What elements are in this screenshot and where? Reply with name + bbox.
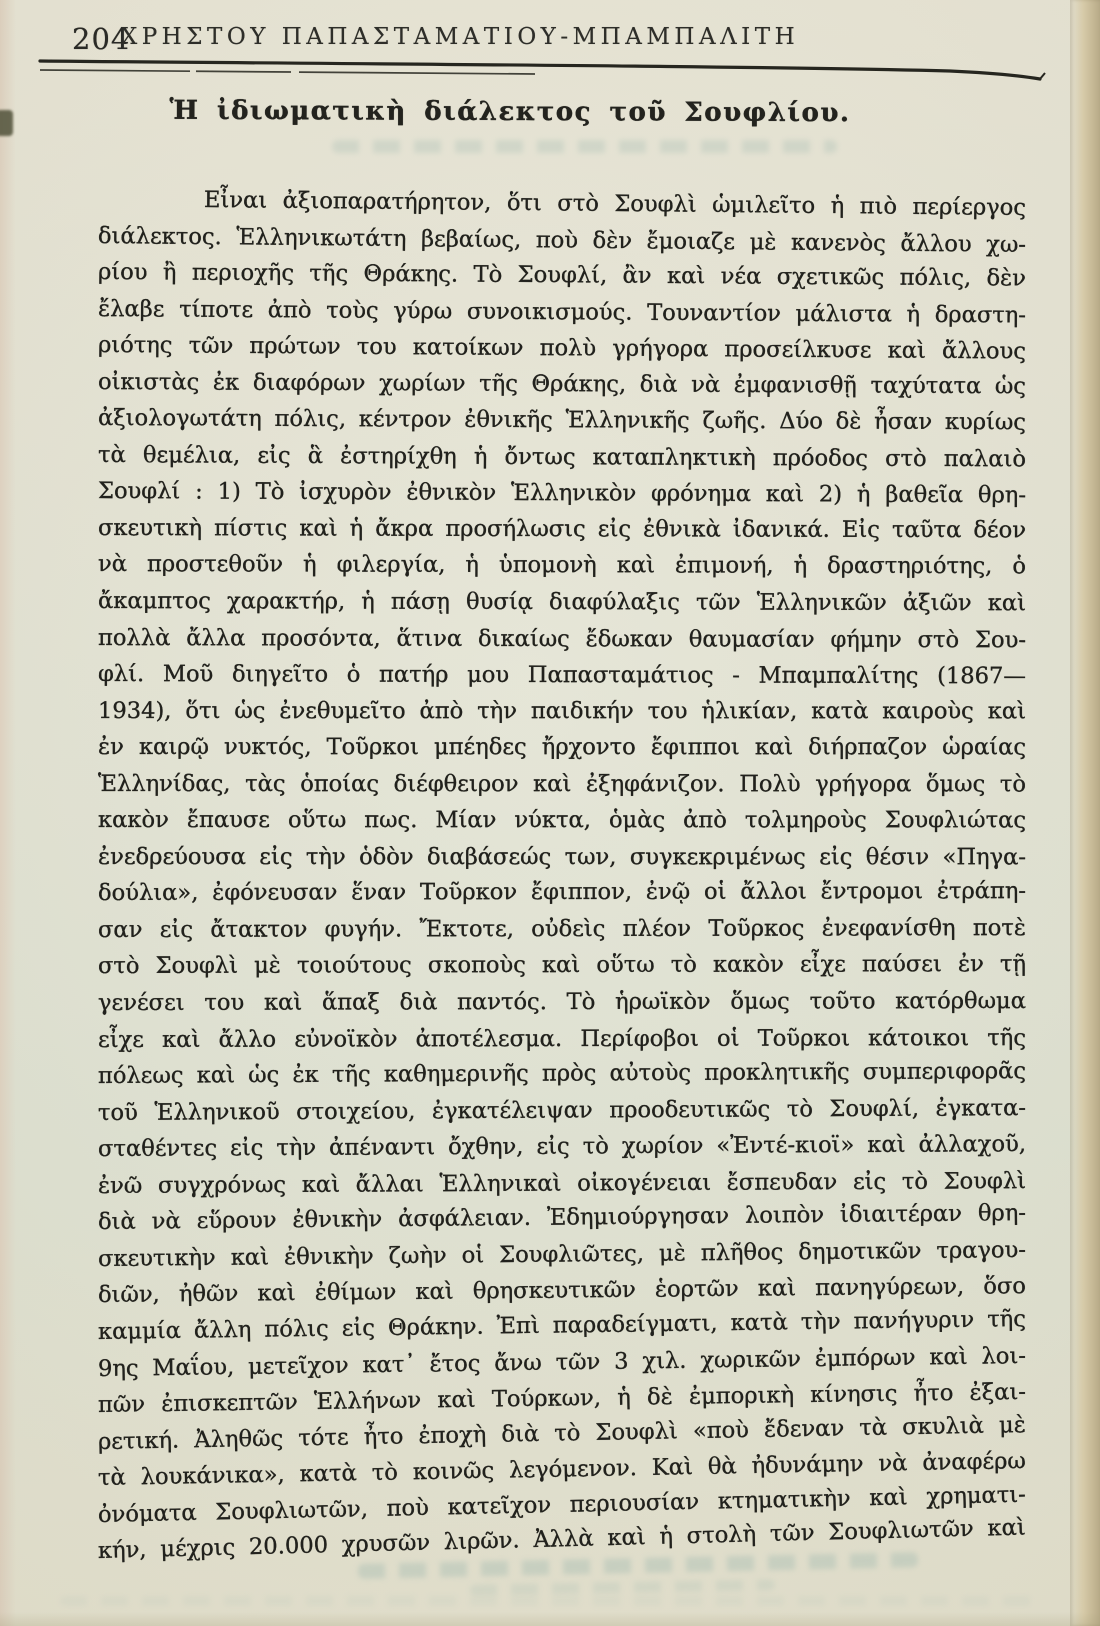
text-line: σκευτικὴν καὶ ἐθνικὴν ζωὴν οἱ Σουφλιῶτες, μὲ πλῆθος δημοτικῶν τραγου- (97, 1236, 1027, 1272)
page-edge-shadow (1070, 0, 1100, 1626)
text-line: διὰ νὰ εὕρουν ἐθνικὴν ἀσφάλειαν. Ἐδημιούργησαν λοιπὸν ἰδιαιτέραν θρη- (97, 1200, 1027, 1236)
text-line: Σουφλί : 1) Τὸ ἰσχυρὸν ἐθνικὸν Ἑλληνικὸν φρόνημα καὶ 2) ἡ βαθεῖα θρη- (97, 478, 1027, 509)
text-line: στὸ Σουφλὶ μὲ τοιούτους σκοποὺς καὶ οὕτω τὸ κακὸν εἶχε παύσει ἐν τῇ (97, 951, 1027, 980)
text-line: ἐνεδρεύουσα εἰς τὴν ὁδὸν διαβάσεώς των, συγκεκριμένως εἰς θέσιν «Πηγα- (97, 843, 1027, 871)
header-rule (0, 50, 1100, 94)
text-line: δούλια», ἐφόνευσαν ἕναν Τοῦρκον ἔφιππον, ἐνῷ οἱ ἄλλοι ἔντρομοι ἐτράπη- (97, 878, 1027, 907)
text-line: σταθέντες εἰς τὴν ἀπέναντι ὄχθην, εἰς τὸ χωρίον «Ἐντέ-κιοϊ» καὶ ἀλλαχοῦ, (97, 1131, 1027, 1163)
text-line: ἐνῶ συγχρόνως καὶ ἄλλαι Ἑλληνικαὶ οἰκογένειαι ἔσπευδαν εἰς τὸ Σουφλὶ (97, 1167, 1027, 1199)
text-line: σκευτικὴ πίστις καὶ ἡ ἄκρα προσήλωσις εἰς ἐθνικὰ ἰδανικά. Εἰς ταῦτα δέον (97, 514, 1027, 544)
page-number: 204 (72, 22, 131, 56)
body-text (98, 181, 1026, 1570)
text-line: σαν εἰς ἄτακτον φυγήν. Ἔκτοτε, οὐδεὶς πλέον Τοῦρκος ἐνεφανίσθη ποτὲ (97, 914, 1027, 943)
show-through-smudge (470, 1579, 775, 1595)
text-line: διῶν, ἠθῶν καὶ ἐθίμων καὶ θρησκευτικῶν ἑορτῶν καὶ πανηγύρεων, ὅσο (97, 1273, 1027, 1309)
text-line: τοῦ Ἑλληνικοῦ στοιχείου, ἐγκατέλειψαν προοδευτικῶς τὸ Σουφλί, ἐγκατα- (97, 1094, 1027, 1126)
text-line: νὰ προστεθοῦν ἡ φιλεργία, ἡ ὑπομονὴ καὶ ἐπιμονή, ἡ δραστηριότης, ὁ (97, 551, 1027, 580)
text-line: εἶχε καὶ ἄλλο εὐνοϊκὸν ἀποτέλεσμα. Περίφοβοι οἱ Τοῦρκοι κάτοικοι τῆς (97, 1024, 1027, 1053)
text-line: τὰ λουκάνικα», κατὰ τὸ κοινῶς λεγόμενον. Καὶ θὰ ἠδυνάμην νὰ ἀναφέρω (97, 1448, 1027, 1492)
text-line: φλί. Μοῦ διηγεῖτο ὁ πατήρ μου Παπασταμάτιος - Μπαμπαλίτης (1867— (97, 661, 1027, 690)
show-through-smudge (60, 1596, 1040, 1606)
text-line: γενέσει του καὶ ἅπαξ διὰ παντός. Τὸ ἡρωϊκὸν ὅμως τοῦτο κατόρθωμα (97, 988, 1027, 1017)
text-line: 9ης Μαΐου, μετεῖχον κατ᾽ ἔτος ἄνω τῶν 3 χιλ. χωρικῶν ἐμπόρων καὶ λοι- (97, 1342, 1027, 1382)
text-line: οἰκιστὰς ἐκ διαφόρων χωρίων τῆς Θράκης, διὰ νὰ ἐμφανισθῇ ταχύτατα ὡς (97, 368, 1027, 400)
text-line: ἀξιολογωτάτη πόλις, κέντρον ἐθνικῆς Ἑλληνικῆς ζωῆς. Δύο δὲ ἦσαν κυρίως (97, 405, 1027, 436)
text-line: κακὸν ἔπαυσε οὕτω πως. Μίαν νύκτα, ὁμὰς ἀπὸ τολμηροὺς Σουφλιώτας (97, 807, 1027, 834)
bottom-edge-shadow (0, 1612, 1100, 1626)
text-line: Εἶναι ἀξιοπαρατήρητον, ὅτι στὸ Σουφλὶ ὡμιλεῖτο ἡ πιὸ περίεργος (203, 187, 1027, 221)
text-line: πῶν ἐπισκεπτῶν Ἑλλήνων καὶ Τούρκων, ἡ δὲ ἐμπορικὴ κίνησις ἦτο ἐξαι- (97, 1379, 1027, 1419)
text-line: ἐν καιρῷ νυκτός, Τοῦρκοι μπέηδες ἤρχοντο ἔφιπποι καὶ διήρπαζον ὡραίας (97, 734, 1027, 761)
text-line: πολλὰ ἄλλα προσόντα, ἅτινα δικαίως ἔδωκαν θαυμασίαν φήμην στὸ Σου- (97, 624, 1027, 653)
text-line: 1934), ὅτι ὡς ἐνεθυμεῖτο ἀπὸ τὴν παιδικήν του ἡλικίαν, κατὰ καιροὺς καὶ (97, 697, 1027, 724)
text-line: πόλεως καὶ ὡς ἐκ τῆς καθημερινῆς πρὸς αὐτοὺς προκλητικῆς συμπεριφορᾶς (97, 1058, 1027, 1090)
text-line: ἄκαμπτος χαρακτήρ, ἡ πάσῃ θυσίᾳ διαφύλαξις τῶν Ἑλληνικῶν ἀξιῶν καὶ (97, 588, 1027, 617)
text-line: ἔλαβε τίποτε ἀπὸ τοὺς γύρω συνοικισμούς. Τουναντίον μάλιστα ἡ δραστη- (97, 295, 1027, 329)
text-line: διάλεκτος. Ἑλληνικωτάτη βεβαίως, ποὺ δὲν ἔμοιαζε μὲ κανενὸς ἄλλου χω- (97, 222, 1027, 258)
text-line: κήν, μέχρις 20.000 χρυσῶν λιρῶν. Ἀλλὰ καὶ ἡ στολὴ τῶν Σουφλιωτῶν καὶ (97, 1514, 1027, 1565)
section-heading: Ἡ ἰδιωματικὴ διάλεκτος τοῦ Σουφλίου. (169, 95, 851, 129)
text-line: τὰ θεμέλια, εἰς ἃ ἐστηρίχθη ἡ ὄντως καταπληκτικὴ πρόοδος στὸ παλαιὸ (97, 441, 1027, 473)
text-line: ριότης τῶν πρώτων του κατοίκων πολὺ γρήγορα προσείλκυσε καὶ ἄλλους (97, 332, 1027, 365)
text-line: Ἑλληνίδας, τὰς ὁποίας διέφθειρον καὶ ἐξηφάνιζον. Πολὺ γρήγορα ὅμως τὸ (97, 770, 1027, 798)
show-through-smudge (332, 140, 837, 153)
running-head: ΧΡΗΣΤΟΥ ΠΑΠΑΣΤΑΜΑΤΙΟΥ-ΜΠΑΜΠΑΛΙΤΗ (120, 24, 800, 50)
text-line: ὀνόματα Σουφλιωτῶν, ποὺ κατεῖχον περιουσίαν κτηματικὴν καὶ χρηματι- (97, 1481, 1027, 1528)
text-line: ρετική. Ἀληθῶς τότε ἦτο ἐποχὴ διὰ τὸ Σουφλὶ «ποὺ ἔδεναν τὰ σκυλιὰ μὲ (97, 1411, 1027, 1455)
text-line: ρίου ἢ περιοχῆς τῆς Θράκης. Τὸ Σουφλί, ἂν καὶ νέα σχετικῶς πόλις, δὲν (97, 259, 1027, 292)
text-line: καμμία ἄλλη πόλις εἰς Θράκην. Ἐπὶ παραδείγματι, κατὰ τὴν πανήγυριν τῆς (97, 1305, 1027, 1345)
